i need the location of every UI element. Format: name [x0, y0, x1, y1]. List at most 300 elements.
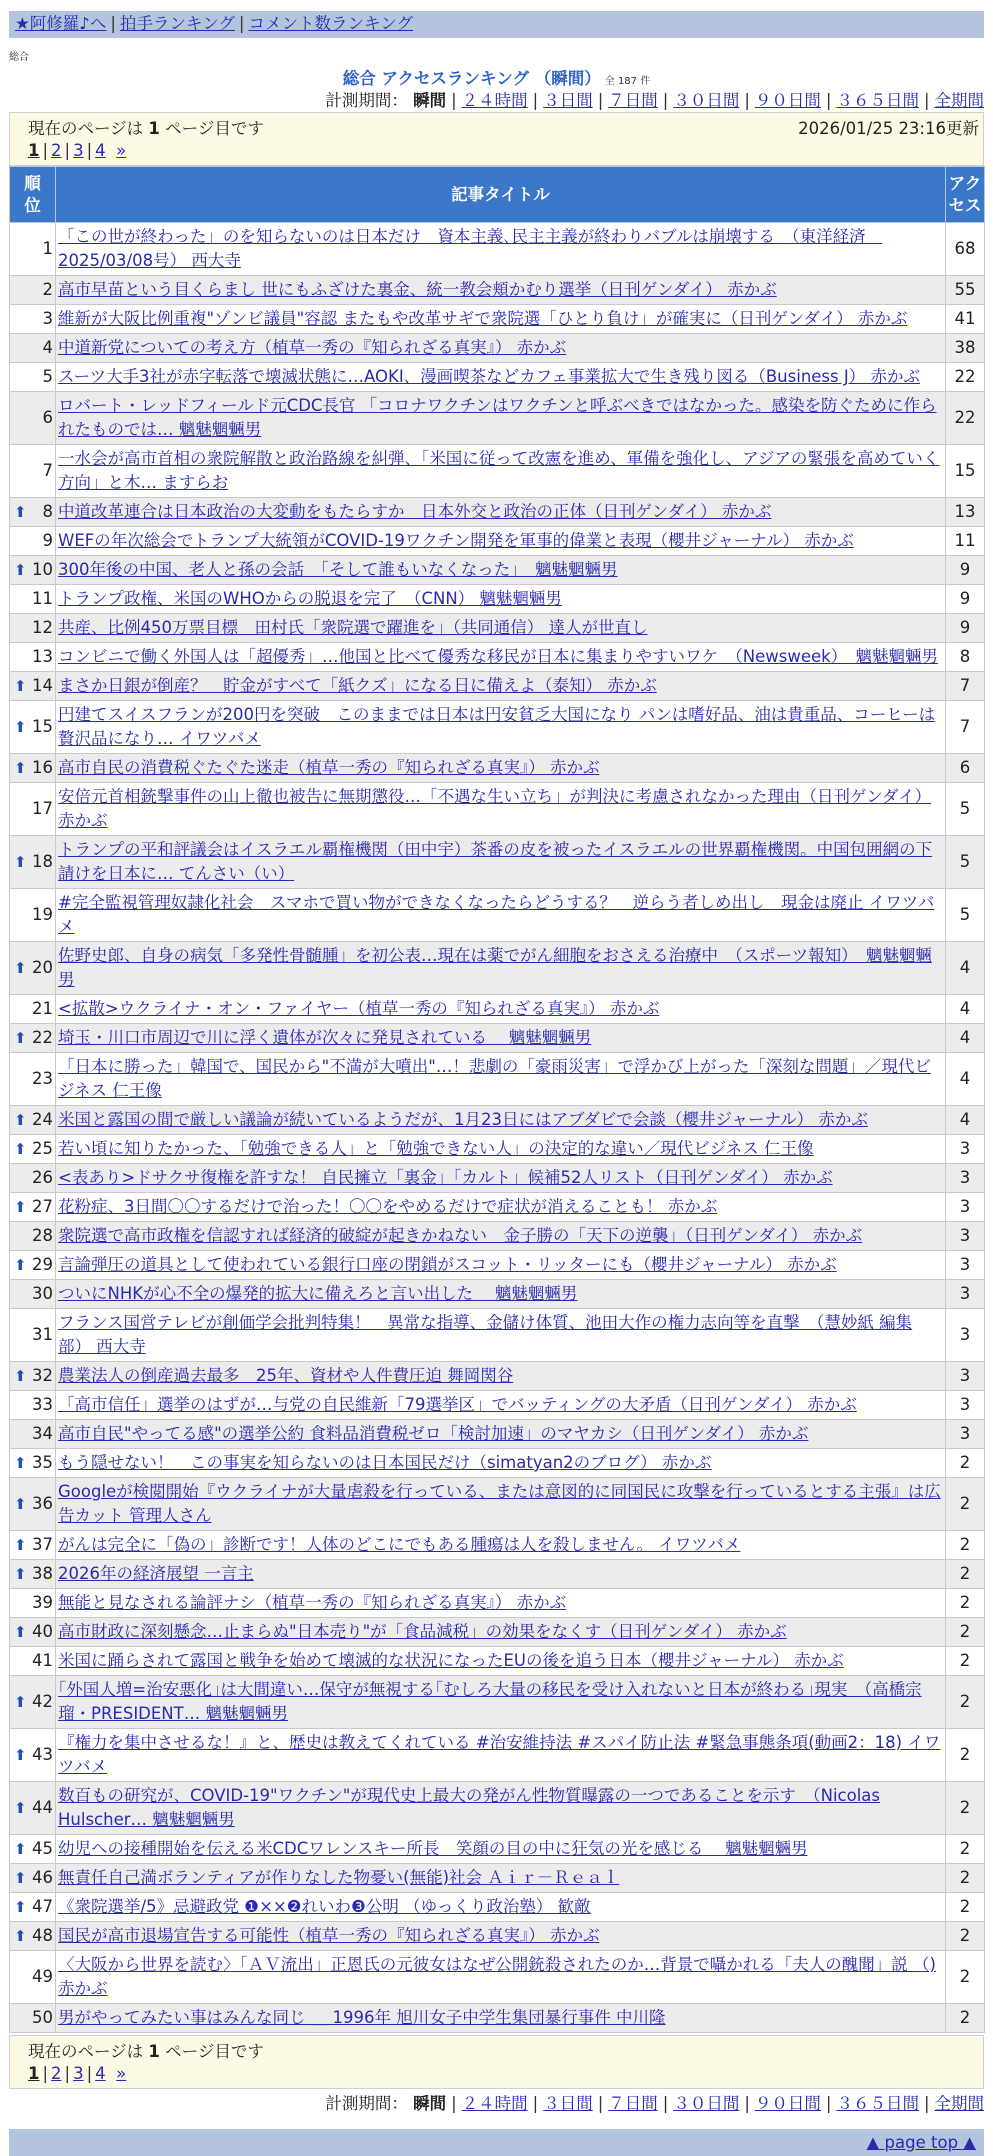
table-row: [10, 1362, 985, 1391]
rank-cell: [10, 995, 56, 1024]
rank-cell: [10, 1922, 56, 1951]
period-7d-link[interactable]: ７日間: [608, 91, 658, 110]
title-cell: [56, 1560, 946, 1589]
period-3d-link[interactable]: ３日間: [543, 91, 593, 110]
rank-cell: [10, 585, 56, 614]
up-arrow-icon: ⬆: [14, 1029, 27, 1047]
page-wrapper: [9, 11, 984, 2156]
table-row: [10, 1835, 985, 1864]
article-link[interactable]: 高市早苗という目くらまし 世にもふざけた裏金、統一教会頬かむり選挙（日刊ゲンダイ） 赤かぶ: [58, 280, 777, 299]
title-cell: [56, 889, 946, 942]
title-cell: [56, 498, 946, 527]
period-24h-link[interactable]: ２４時間: [461, 91, 528, 110]
access-count: 5: [946, 783, 985, 836]
article-link[interactable]: 〈大阪から世界を読む〉「ＡＶ流出」正恩氏の元彼女はなぜ公開銃殺されたのか…背景で囁かれる「夫人の醜聞」説 （) 赤かぶ: [58, 1955, 936, 1998]
table-row: [10, 276, 985, 305]
article-link[interactable]: 安倍元首相銃撃事件の山上徹也被告に無期懲役…「不遇な生い立ち」が判決に考慮されなかった理由（日刊ゲンダイ） 赤かぶ: [58, 787, 932, 830]
table-row: [10, 556, 985, 585]
page-1-current: 1: [28, 141, 40, 160]
rank-cell: [10, 1864, 56, 1893]
period-all-link[interactable]: 全期間: [934, 91, 984, 110]
rank-number: 42: [32, 1692, 53, 1711]
table-row: [10, 889, 985, 942]
rank-cell: [10, 276, 56, 305]
table-row: [10, 1782, 985, 1835]
table-row: [10, 1193, 985, 1222]
table-row: [10, 445, 985, 498]
pagination: 1 | 2 | 3 | 4 »: [28, 141, 127, 160]
rank-cell: [10, 223, 56, 276]
rank-number: 12: [32, 618, 53, 637]
access-count: 3: [946, 1193, 985, 1222]
rank-number: 47: [32, 1897, 53, 1916]
rank-cell: [10, 363, 56, 392]
article-link[interactable]: 高市自民"やってる感"の選挙公約 食料品消費税ゼロ「検討加速」のマヤカシ（日刊ゲンダイ） 赤かぶ: [58, 1424, 809, 1443]
access-count: 3: [946, 1391, 985, 1420]
access-count: 15: [946, 445, 985, 498]
access-count: 3: [946, 1420, 985, 1449]
table-row: [10, 498, 985, 527]
up-arrow-icon: ⬆: [14, 1565, 27, 1583]
rank-number: 2: [42, 280, 53, 299]
table-row: [10, 2004, 985, 2033]
article-link[interactable]: Googleが検閲開始『ウクライナが大量虐殺を行っている、または意図的に同国民に攻撃を行っているとする主張』は広告カット 管理人さん: [58, 1482, 941, 1525]
rank-number: 15: [32, 717, 53, 736]
article-link[interactable]: 若い頃に知りたかった、「勉強できる人」と「勉強できない人」の決定的な違い／現代ビジネス 仁王像: [58, 1139, 814, 1158]
up-arrow-icon: ⬆: [14, 1799, 27, 1817]
period-current-bottom: 瞬間: [413, 2094, 447, 2113]
pager-bottom: [9, 2035, 984, 2089]
title-cell: [56, 1053, 946, 1106]
up-arrow-icon: ⬆: [14, 1746, 27, 1764]
period-24h-link-bottom[interactable]: ２４時間: [461, 2094, 528, 2113]
rank-cell: [10, 1164, 56, 1193]
article-link[interactable]: スーツ大手3社が赤字転落で壊滅状態に…AOKI、漫画喫茶などカフェ事業拡大で生き残り図る（Business J） 赤かぶ: [58, 367, 920, 386]
rank-number: 32: [32, 1366, 53, 1385]
table-row: [10, 1024, 985, 1053]
article-link[interactable]: 中道新党についての考え方（植草一秀の『知られざる真実』） 赤かぶ: [58, 338, 567, 357]
period-selector-bottom: 計測期間： 瞬間 | ２４時間 | ３日間 | ７日間 | ３０日間 | ９０日間 | ３６５日間 | 全期間: [325, 2094, 984, 2113]
rank-number: 38: [32, 1564, 53, 1583]
access-count: 38: [946, 334, 985, 363]
title-cell: [56, 392, 946, 445]
access-count: 3: [946, 1135, 985, 1164]
article-link[interactable]: 《衆院選挙/5》忌避政党 ❶××❷れいわ❸公明 （ゆっくり政治塾） 歓敵: [58, 1897, 591, 1916]
access-count: 8: [946, 643, 985, 672]
title-cell: [56, 672, 946, 701]
rank-number: 27: [32, 1197, 53, 1216]
period-label-bottom: 計測期間：: [325, 2094, 408, 2113]
access-count: 9: [946, 556, 985, 585]
article-link[interactable]: 共産、比例450万票目標 田村氏「衆院選で躍進を」（共同通信） 達人が世直し: [58, 618, 648, 637]
access-count: 11: [946, 527, 985, 556]
up-arrow-icon: ⬆: [14, 1898, 27, 1916]
table-row: [10, 1251, 985, 1280]
page-3-link-bottom[interactable]: 3: [73, 2064, 84, 2083]
title-cell: [56, 445, 946, 498]
article-link[interactable]: 衆院選で高市政権を信認すれば経済的破綻が起きかねない 金子勝の「天下の逆襲」（日刊ゲンダイ） 赤かぶ: [58, 1226, 863, 1245]
article-link[interactable]: コンビニで働く外国人は「超優秀」…他国と比べて優秀な移民が日本に集まりやすいワケ （Newsweek） 魑魅魍魎男: [58, 647, 938, 666]
rank-number: 45: [32, 1839, 53, 1858]
up-arrow-icon: ⬆: [14, 1256, 27, 1274]
article-link[interactable]: 2026年の経済展望 一言主: [58, 1564, 254, 1583]
rank-number: 41: [32, 1651, 53, 1670]
title-header: 記事タイトル: [56, 167, 946, 223]
access-count: 7: [946, 701, 985, 754]
access-count: 2: [946, 1478, 985, 1531]
title-cell: [56, 1280, 946, 1309]
rank-cell: [10, 1531, 56, 1560]
page-4-link[interactable]: 4: [95, 141, 106, 160]
rank-cell: [10, 1782, 56, 1835]
rank-number: 49: [32, 1967, 53, 1986]
table-row: [10, 701, 985, 754]
period-selector: 計測期間： 瞬間 | ２４時間 | ３日間 | ７日間 | ３０日間 | ９０日間 | ３６５日間 | 全期間: [325, 91, 984, 110]
title-cell: [56, 276, 946, 305]
next-page-link-bottom[interactable]: »: [116, 2064, 127, 2083]
page-title-text: 総合 アクセスランキング （瞬間）: [342, 69, 601, 88]
rank-number: 14: [32, 676, 53, 695]
title-cell: [56, 942, 946, 995]
up-arrow-icon: ⬆: [14, 718, 27, 736]
rank-cell: [10, 392, 56, 445]
title-cell: [56, 1222, 946, 1251]
home-link[interactable]: ★阿修羅♪へ: [15, 14, 107, 33]
rank-cell: [10, 2004, 56, 2033]
period-current: 瞬間: [413, 91, 447, 110]
page-top-link[interactable]: ▲ page top ▲: [866, 2133, 976, 2152]
rank-number: 6: [42, 408, 53, 427]
rank-number: 31: [32, 1325, 53, 1344]
up-arrow-icon: ⬆: [14, 759, 27, 777]
table-row: [10, 754, 985, 783]
title-cell: [56, 527, 946, 556]
period-365d-link-bottom[interactable]: ３６５日間: [836, 2094, 919, 2113]
access-count: 2: [946, 1647, 985, 1676]
up-arrow-icon: ⬆: [14, 1536, 27, 1554]
period-90d-link[interactable]: ９０日間: [754, 91, 821, 110]
up-arrow-icon: ⬆: [14, 677, 27, 695]
article-link[interactable]: ｢外国人増=治安悪化｣は大間違い…保守が無視する｢むしろ大量の移民を受け入れないと日本が終わる｣現実 （高橋宗瑠・PRESIDENT… 魑魅魍魎男: [58, 1680, 922, 1723]
rank-cell: [10, 614, 56, 643]
article-link[interactable]: #完全監視管理奴隷化社会 スマホで買い物ができなくなったらどうする？ 逆らう者しめ出し 現金は廃止 イワツバメ: [58, 893, 935, 936]
title-cell: [56, 1589, 946, 1618]
footer-bar: [9, 2129, 984, 2156]
table-row: [10, 527, 985, 556]
up-arrow-icon: ⬆: [14, 1454, 27, 1472]
access-count: 2: [946, 1922, 985, 1951]
rank-number: 39: [32, 1593, 53, 1612]
access-count: 2: [946, 1449, 985, 1478]
title-cell: [56, 1531, 946, 1560]
article-link[interactable]: がんは完全に「偽の」診断です！人体のどこにでもある腫瘍は人を殺しません。 イワツバメ: [58, 1535, 741, 1554]
access-count: 55: [946, 276, 985, 305]
up-arrow-icon: ⬆: [14, 1140, 27, 1158]
title-cell: [56, 334, 946, 363]
rank-header: 順位: [10, 167, 56, 223]
article-link[interactable]: 無能と見なされる論評ナシ（植草一秀の『知られざる真実』） 赤かぶ: [58, 1593, 567, 1612]
table-row: [10, 643, 985, 672]
applause-ranking-link[interactable]: 拍手ランキング: [119, 14, 235, 33]
article-link[interactable]: 一水会が高市首相の衆院解散と政治路線を糾弾、「米国に従って改憲を進め、軍備を強化し、アジアの緊張を高めていく方向」と木… ますらお: [58, 449, 940, 492]
period-3d-link-bottom[interactable]: ３日間: [543, 2094, 593, 2113]
rank-cell: [10, 1222, 56, 1251]
article-link[interactable]: 高市自民の消費税ぐたぐた迷走（植草一秀の『知られざる真実』） 赤かぶ: [58, 758, 600, 777]
access-count: 4: [946, 1106, 985, 1135]
table-row: [10, 995, 985, 1024]
access-count: 4: [946, 942, 985, 995]
title-cell: [56, 1449, 946, 1478]
access-count: 4: [946, 1053, 985, 1106]
rank-cell: [10, 1951, 56, 2004]
access-count: 2: [946, 1676, 985, 1729]
top-nav-bar: ★阿修羅♪へ | 拍手ランキング | コメント数ランキング: [9, 11, 984, 38]
access-count: 3: [946, 1362, 985, 1391]
article-link[interactable]: トランプの平和評議会はイスラエル覇権機関（田中宇）茶番の皮を被ったイスラエルの世界覇権機関。中国包囲網の下請けを日本に… てんさい（い）: [58, 840, 933, 883]
table-row: [10, 1420, 985, 1449]
article-link[interactable]: もう隠せない！ この事実を知らないのは日本国民だけ（simatyan2のブログ） 赤かぶ: [58, 1453, 712, 1472]
rank-number: 9: [42, 531, 53, 550]
table-row: [10, 1560, 985, 1589]
article-link[interactable]: フランス国営テレビが創価学会批判特集！ 異常な指導、金儲け体質、池田大作の権力志向等を直撃 （慧妙紙 編集部） 西大寺: [58, 1313, 913, 1356]
rank-cell: [10, 556, 56, 585]
rank-cell: [10, 1309, 56, 1362]
article-link[interactable]: 米国に踊らされて露国と戦争を始めて壊滅的な状況になったEUの後を追う日本（櫻井ジャーナル） 赤かぶ: [58, 1651, 844, 1670]
rank-cell: [10, 1893, 56, 1922]
title-cell: [56, 1676, 946, 1729]
rank-number: 22: [32, 1028, 53, 1047]
table-row: [10, 672, 985, 701]
access-count: 7: [946, 672, 985, 701]
article-link[interactable]: 「高市信任」選挙のはずが…与党の自民維新「79選挙区」でバッティングの大矛盾（日刊ゲンダイ） 赤かぶ: [58, 1395, 857, 1414]
title-cell: [56, 836, 946, 889]
access-count: 2: [946, 2004, 985, 2033]
article-link[interactable]: ついにNHKが心不全の爆発的拡大に備えろと言い出した 魑魅魍魎男: [58, 1284, 578, 1303]
article-link[interactable]: トランプ政権、米国のWHOからの脱退を完了 （CNN） 魑魅魍魎男: [58, 589, 562, 608]
rank-cell: [10, 889, 56, 942]
access-count: 2: [946, 1618, 985, 1647]
page-3-link[interactable]: 3: [73, 141, 84, 160]
access-count: 2: [946, 1589, 985, 1618]
table-row: [10, 392, 985, 445]
rank-number: 26: [32, 1168, 53, 1187]
current-page-text-bottom: 現在のページは 1 ページ目です: [28, 2042, 264, 2061]
article-link[interactable]: 300年後の中国、老人と孫の会話 「そして誰もいなくなった」 魑魅魍魎男: [58, 560, 618, 579]
title-cell: [56, 995, 946, 1024]
access-count: 22: [946, 392, 985, 445]
page-2-link[interactable]: 2: [51, 141, 62, 160]
up-arrow-icon: ⬆: [14, 503, 27, 521]
access-count: 5: [946, 889, 985, 942]
up-arrow-icon: ⬆: [14, 1927, 27, 1945]
access-count: 3: [946, 1222, 985, 1251]
access-count: 6: [946, 754, 985, 783]
article-link[interactable]: <拡散>ウクライナ・オン・ファイヤー（植草一秀の『知られざる真実』） 赤かぶ: [58, 999, 660, 1018]
rank-number: 8: [42, 502, 53, 521]
article-link[interactable]: 『権力を集中させるな！』と、歴史は教えてくれている #治安維持法 #スパイ防止法 #緊急事態条項(動画2：18) イワツバメ: [58, 1733, 941, 1776]
up-arrow-icon: ⬆: [14, 1840, 27, 1858]
title-cell: [56, 1024, 946, 1053]
table-row: [10, 614, 985, 643]
article-link[interactable]: ロバート・レッドフィールド元CDC長官 「コロナワクチンはワクチンと呼ぶべきではなかった。感染を防ぐために作られたものでは… 魑魅魍魎男: [58, 396, 937, 439]
page-2-link-bottom[interactable]: 2: [51, 2064, 62, 2083]
access-count: 2: [946, 1560, 985, 1589]
rank-cell: [10, 1676, 56, 1729]
article-link[interactable]: 幼児への接種開始を伝える米CDCワレンスキー所長 笑顔の目の中に狂気の光を感じる 魑魅魍魎男: [58, 1839, 808, 1858]
access-header: アクセス: [946, 167, 985, 223]
rank-cell: [10, 1135, 56, 1164]
rank-cell: [10, 445, 56, 498]
article-link[interactable]: 円建てスイスフランが200円を突破 このままでは日本は円安貧乏大国になり パンは嗜好品、油は貴重品、コーヒーは贅沢品になり… イワツバメ: [58, 705, 936, 748]
up-arrow-icon: ⬆: [14, 959, 27, 977]
table-row: [10, 1589, 985, 1618]
title-cell: [56, 1647, 946, 1676]
article-link[interactable]: 「この世が終わった」のを知らないのは日本だけ 資本主義､民主主義が終わりバブルは崩壊する （東洋経済 2025/03/08号） 西大寺: [58, 227, 883, 270]
rank-number: 16: [32, 758, 53, 777]
access-count: 2: [946, 1951, 985, 2004]
article-link[interactable]: 「日本に勝った」韓国で、国民から"不満が大噴出"…！悲劇の「豪雨災害」で浮かび上がった「深刻な問題」／現代ビジネス 仁王像: [58, 1057, 931, 1100]
article-link[interactable]: 無責任自己満ボランティアが作りなした物憂い(無能)社会 Ａｉｒ－Ｒｅａｌ: [58, 1868, 620, 1887]
period-7d-link-bottom[interactable]: ７日間: [608, 2094, 658, 2113]
title-cell: [56, 1951, 946, 2004]
table-header-row: [10, 167, 985, 223]
table-row: [10, 334, 985, 363]
access-count: 41: [946, 305, 985, 334]
page-4-link-bottom[interactable]: 4: [95, 2064, 106, 2083]
rank-cell: [10, 1251, 56, 1280]
rank-number: 1: [42, 239, 53, 258]
period-label: 計測期間：: [325, 91, 408, 110]
section-label: 総合: [9, 52, 29, 63]
access-count: 3: [946, 1164, 985, 1193]
table-row: [10, 1618, 985, 1647]
rank-cell: [10, 1560, 56, 1589]
period-365d-link[interactable]: ３６５日間: [836, 91, 919, 110]
table-row: [10, 1391, 985, 1420]
rank-number: 34: [32, 1424, 53, 1443]
rank-number: 46: [32, 1868, 53, 1887]
access-count: 4: [946, 1024, 985, 1053]
rank-cell: [10, 1193, 56, 1222]
period-30d-link[interactable]: ３０日間: [673, 91, 740, 110]
table-row: [10, 1449, 985, 1478]
table-row: [10, 942, 985, 995]
rank-number: 18: [32, 852, 53, 871]
article-link[interactable]: 農業法人の倒産過去最多 25年、資材や人件費圧迫 舞岡関谷: [58, 1366, 514, 1385]
current-page-text: 現在のページは 1 ページ目です: [28, 119, 264, 138]
table-row: [10, 1222, 985, 1251]
rank-number: 23: [32, 1069, 53, 1088]
rank-cell: [10, 527, 56, 556]
table-row: [10, 363, 985, 392]
up-arrow-icon: ⬆: [14, 1367, 27, 1385]
article-link[interactable]: 高市財政に深刻懸念…止まらぬ"日本売り"が「食品減税」の効果をなくす（日刊ゲンダイ） 赤かぶ: [58, 1622, 787, 1641]
title-cell: [56, 1193, 946, 1222]
access-count: 2: [946, 1782, 985, 1835]
article-link[interactable]: 米国と露国の間で厳しい議論が続いているようだが、1月23日にはアブダビで会談（櫻井ジャーナル） 赤かぶ: [58, 1110, 868, 1129]
rank-cell: [10, 1618, 56, 1647]
article-link[interactable]: 維新が大阪比例重複"ゾンビ議員"容認 またもや改革サギで衆院選「ひとり負け」が確実に（日刊ゲンダイ） 赤かぶ: [58, 309, 908, 328]
rank-number: 19: [32, 905, 53, 924]
article-link[interactable]: WEFの年次総会でトランプ大統領がCOVID-19ワクチン開発を軍事的偉業と表現（櫻井ジャーナル） 赤かぶ: [58, 531, 854, 550]
article-link[interactable]: 国民が高市退場宣告する可能性（植草一秀の『知られざる真実』） 赤かぶ: [58, 1926, 600, 1945]
up-arrow-icon: ⬆: [14, 1198, 27, 1216]
article-link[interactable]: 花粉症、3日間〇〇するだけで治った！〇〇をやめるだけで症状が消えることも！ 赤かぶ: [58, 1197, 718, 1216]
title-cell: [56, 1922, 946, 1951]
up-arrow-icon: ⬆: [14, 1111, 27, 1129]
table-row: [10, 585, 985, 614]
rank-number: 3: [42, 309, 53, 328]
rank-cell: [10, 1420, 56, 1449]
rank-cell: [10, 783, 56, 836]
page-1-current-bottom: 1: [28, 2064, 40, 2083]
pager-top: [9, 112, 984, 166]
article-link[interactable]: 男がやってみたい事はみんな同じ ＿ 1996年 旭川女子中学生集団暴行事件 中川隆: [58, 2008, 666, 2027]
rank-cell: [10, 1729, 56, 1782]
total-count: 全 187 件: [604, 76, 651, 87]
comment-ranking-link[interactable]: コメント数ランキング: [248, 14, 413, 33]
title-cell: [56, 1309, 946, 1362]
period-90d-link-bottom[interactable]: ９０日間: [754, 2094, 821, 2113]
article-link[interactable]: 言論弾圧の道具として使われている銀行口座の閉鎖がスコット・リッターにも（櫻井ジャーナル） 赤かぶ: [58, 1255, 837, 1274]
next-page-link[interactable]: »: [116, 141, 127, 160]
title-cell: [56, 1893, 946, 1922]
table-row: [10, 1135, 985, 1164]
access-count: 22: [946, 363, 985, 392]
access-count: 2: [946, 1729, 985, 1782]
table-row: [10, 1309, 985, 1362]
rank-cell: [10, 1024, 56, 1053]
access-count: 3: [946, 1251, 985, 1280]
rank-cell: [10, 1362, 56, 1391]
up-arrow-icon: ⬆: [14, 561, 27, 579]
rank-number: 11: [32, 589, 53, 608]
rank-cell: [10, 1280, 56, 1309]
title-cell: [56, 223, 946, 276]
rank-number: 35: [32, 1453, 53, 1472]
title-cell: [56, 754, 946, 783]
rank-number: 17: [32, 799, 53, 818]
rank-number: 21: [32, 999, 53, 1018]
rank-number: 13: [32, 647, 53, 666]
rank-cell: [10, 1449, 56, 1478]
rank-number: 28: [32, 1226, 53, 1245]
title-cell: [56, 701, 946, 754]
up-arrow-icon: ⬆: [14, 853, 27, 871]
article-link[interactable]: 数百もの研究が、COVID-19"ワクチン"が現代史上最大の発がん性物質曝露の一つであることを示す （Nicolas Hulscher… 魑魅魍魎男: [58, 1786, 881, 1829]
period-30d-link-bottom[interactable]: ３０日間: [673, 2094, 740, 2113]
rank-cell: [10, 672, 56, 701]
period-all-link-bottom[interactable]: 全期間: [934, 2094, 984, 2113]
table-row: [10, 1647, 985, 1676]
article-link[interactable]: <表あり>ドサクサ復権を許すな！ 自民擁立「裏金」「カルト」候補52人リスト（日刊ゲンダイ） 赤かぶ: [58, 1168, 833, 1187]
title-cell: [56, 1391, 946, 1420]
up-arrow-icon: ⬆: [14, 1623, 27, 1641]
table-row: [10, 836, 985, 889]
rank-cell: [10, 1478, 56, 1531]
article-link[interactable]: まさか日銀が倒産？ 貯金がすべて「紙クズ」になる日に備えよ（泰知） 赤かぶ: [58, 676, 657, 695]
article-link[interactable]: 佐野史郎、自身の病気「多発性骨髄腫」を初公表…現在は薬でがん細胞をおさえる治療中 （スポーツ報知） 魑魅魍魎男: [58, 946, 932, 989]
table-row: [10, 1951, 985, 2004]
article-link[interactable]: 中道改革連合は日本政治の大変動をもたらすか 日本外交と政治の正体（日刊ゲンダイ） 赤かぶ: [58, 502, 772, 521]
access-count: 68: [946, 223, 985, 276]
access-count: 5: [946, 836, 985, 889]
title-cell: [56, 1420, 946, 1449]
access-count: 2: [946, 1531, 985, 1560]
article-link[interactable]: 埼玉・川口市周辺で川に浮く遺体が次々に発見されている 魑魅魍魎男: [58, 1028, 592, 1047]
rank-cell: [10, 1053, 56, 1106]
table-row: [10, 783, 985, 836]
